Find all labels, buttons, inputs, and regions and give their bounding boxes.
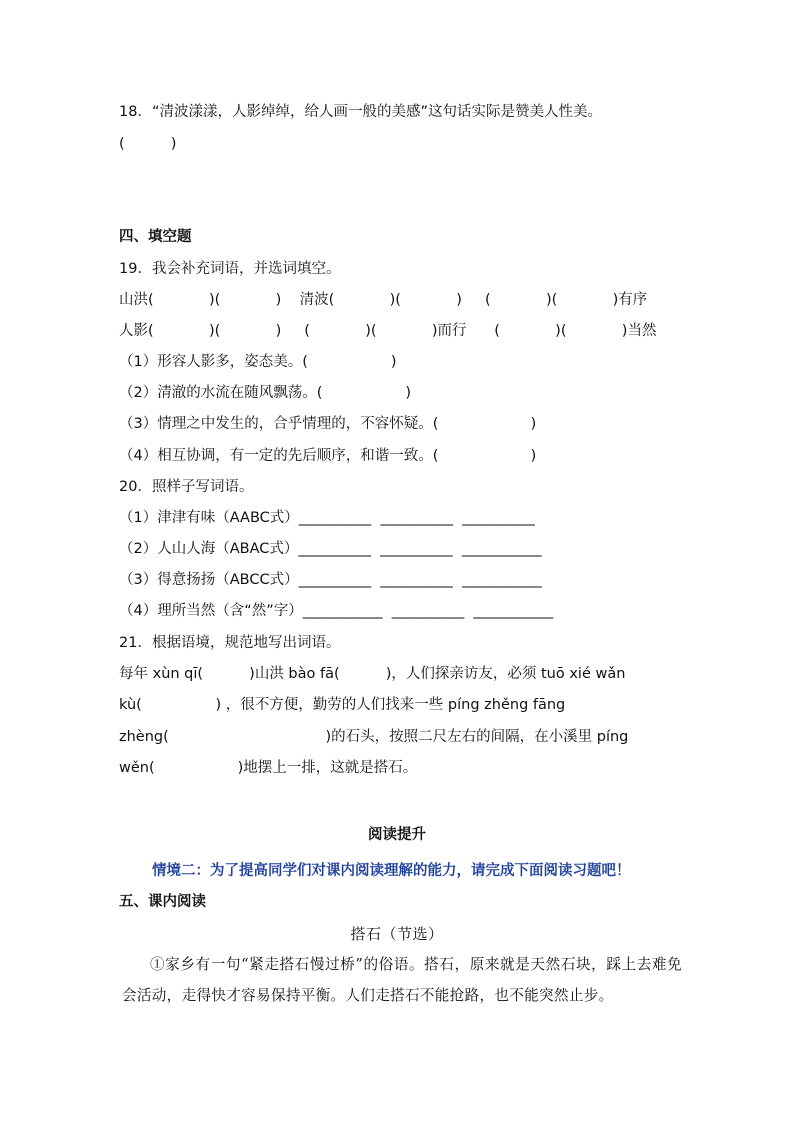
q19-item[interactable]: （2）清澈的水流在随风飘荡。( ): [119, 385, 412, 401]
q21-line[interactable]: wěn( )地摆上一排，这就是搭石。: [119, 760, 418, 776]
q21-line[interactable]: 每年 xùn qī( )山洪 bào fā( )，人们探亲访友，必须 tuō xié wǎn: [119, 666, 626, 682]
passage-paragraph-1: ①家乡有一句“紧走搭石慢过桥”的俗语。搭石，原来就是天然石块，踩上去难免会活动，走得快才容易保持平衡。人们走搭石不能抢路，也不能突然止步。: [122, 956, 682, 1004]
q21-prompt: 21．根据语境，规范地写出词语。: [119, 635, 341, 651]
q21-line[interactable]: zhèng( )的石头，按照二尺左右的间隔，在小溪里 píng: [119, 729, 629, 745]
q19-item[interactable]: （4）相互协调，有一定的先后顺序，和谐一致。( ): [119, 448, 537, 464]
section-5-title: 五、课内阅读: [119, 894, 206, 910]
q20-item[interactable]: （4）理所当然（含“然”字）___________ __________ ___________: [119, 603, 554, 619]
q19-word-row-1[interactable]: 山洪( )( ) 清波( )( ) ( )( )有序: [119, 292, 648, 308]
q18-answer-blank[interactable]: ( ): [119, 136, 177, 152]
q19-item[interactable]: （3）情理之中发生的，合乎情理的，不容怀疑。( ): [119, 416, 537, 432]
q19-word-row-2[interactable]: 人影( )( ) ( )( )而行 ( )( )当然: [119, 323, 657, 339]
section-4-title: 四、填空题: [119, 229, 192, 245]
q18-text: 18．“清波漾漾，人影绰绰，给人画一般的美感”这句话实际是赞美人性美。: [119, 104, 602, 120]
q19-prompt: 19．我会补充词语，并选词填空。: [119, 261, 341, 277]
scenario-banner: 情境二：为了提高同学们对课内阅读理解的能力，请完成下面阅读习题吧！: [152, 863, 631, 879]
q20-item[interactable]: （1）津津有味（AABC式）__________ __________ __________: [119, 510, 535, 526]
reading-heading: 阅读提升: [368, 827, 426, 843]
q20-item[interactable]: （3）得意扬扬（ABCC式）__________ __________ ___________: [119, 572, 542, 588]
q20-prompt: 20．照样子写词语。: [119, 479, 254, 495]
passage-title: 搭石（节选）: [350, 925, 444, 943]
q21-line[interactable]: kù( ) ，很不方便，勤劳的人们找来一些 píng zhěng fāng: [119, 697, 566, 713]
q19-item[interactable]: （1）形容人影多，姿态美。( ): [119, 354, 397, 370]
q20-item[interactable]: （2）人山人海（ABAC式）__________ __________ ___________: [119, 541, 542, 557]
